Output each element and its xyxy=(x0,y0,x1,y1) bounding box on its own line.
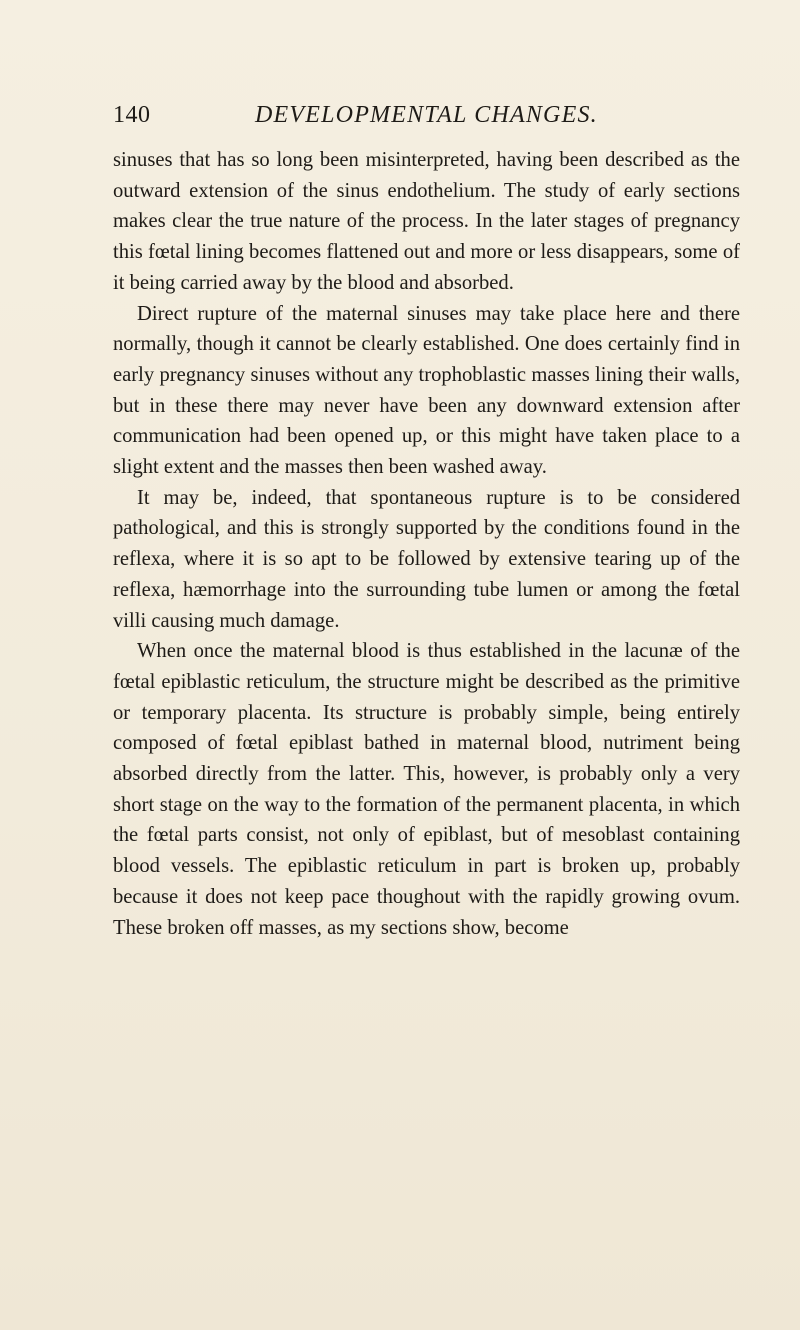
paragraph-1: sinuses that has so long been misinterpreted, having been described as the outward extension of the sinus endothelium. The study of early sections makes clear the true nature of the process. In the later stages of pregnancy this fœtal lining becomes flattened out and more or less disappears, some of it being carried away by the blood and absorbed. xyxy=(113,149,740,294)
paragraph-3: It may be, indeed, that spontaneous rupture is to be considered pathological, and this is strongly supported by the conditions found in the reflexa, where it is so apt to be followed by extensive tearing up of the reflexa, hæmorrhage into the surrounding tube lumen or among the fœtal villi causing much damage. xyxy=(113,486,740,632)
page-number: 140 xyxy=(113,102,151,128)
page-header xyxy=(113,100,673,140)
body-text xyxy=(113,145,740,943)
running-head: DEVELOPMENTAL CHANGES. xyxy=(255,102,598,128)
paragraph-2: Direct rupture of the maternal sinuses may take place here and there normally, though it cannot be clearly established. One does certainly find in early pregnancy sinuses without any trophoblastic masses lining their walls, but in these there may never have been any downward extension after communication had been opened up, or this might have taken place to a slight extent and the masses then been washed away. xyxy=(113,302,740,479)
paragraph-4: When once the maternal blood is thus established in the lacunæ of the fœtal epiblastic reticulum, the structure might be described as the primitive or temporary placenta. Its structure is probably simple, being entirely composed of fœtal epiblast bathed in maternal blood, nutriment being absorbed directly from the latter. This, however, is probably only a very short stage on the way to the formation of the permanent placenta, in which the fœtal parts consist, not only of epiblast, but of mesoblast containing blood vessels. The epiblastic reticulum in part is broken up, probably because it does not keep pace thoughout with the rapidly growing ovum. These broken off masses, as my sections show, become xyxy=(113,640,740,939)
